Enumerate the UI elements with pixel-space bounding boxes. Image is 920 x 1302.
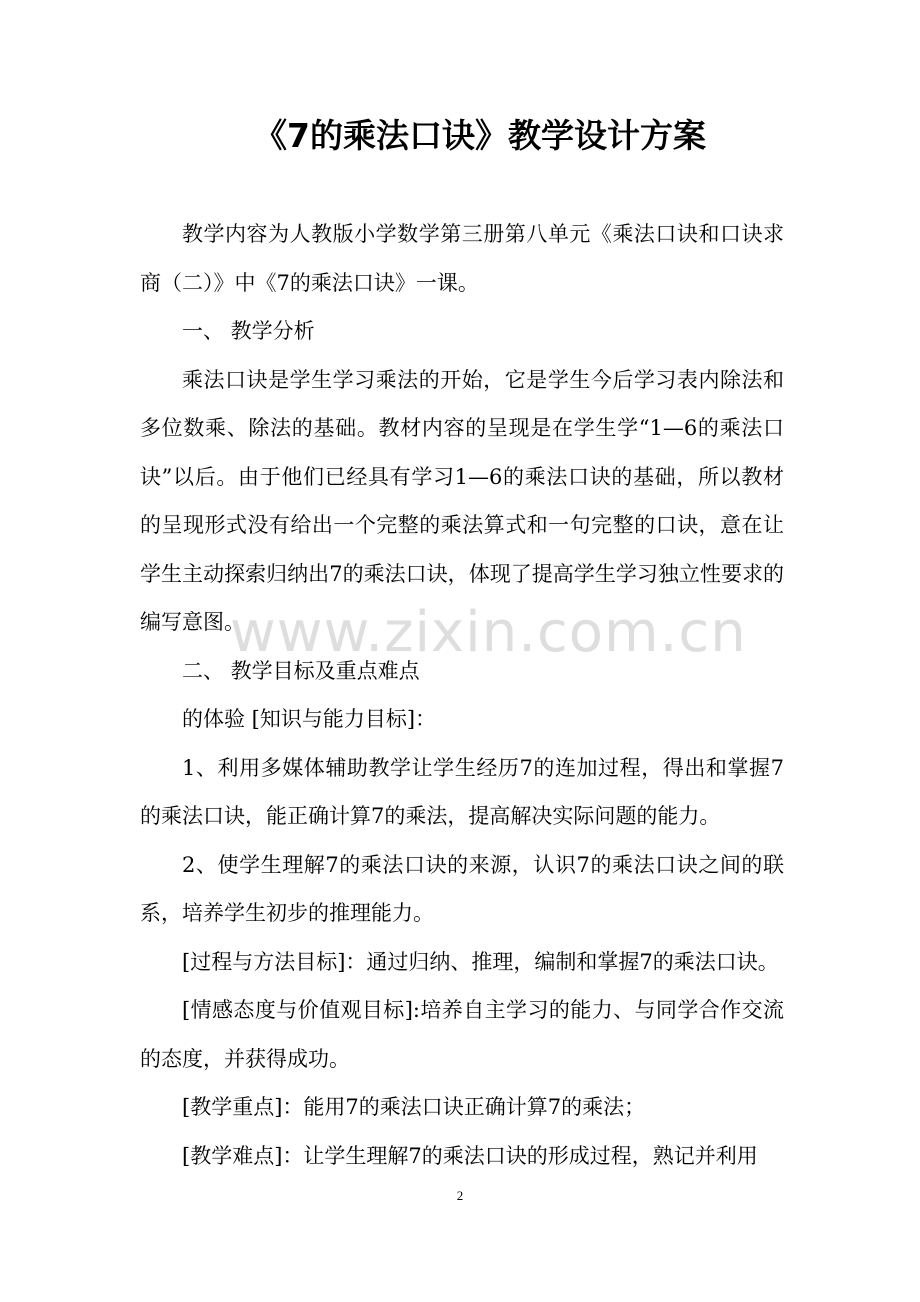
section-heading-goals: 二、 教学目标及重点难点	[182, 658, 420, 683]
paragraph-emotion-goal: [情感态度与价值观目标]:培养自主学习的能力、与同学合作交流的态度，并获得成功。	[140, 998, 784, 1071]
document-body	[140, 210, 784, 1180]
paragraph-knowledge-goal-label: 的体验 [知识与能力目标]：	[182, 707, 437, 731]
paragraph-process-goal: [过程与方法目标]：通过归纳、推理，编制和掌握7的乘法口诀。	[182, 949, 779, 974]
paragraph-goal-1: 1、利用多媒体辅助教学让学生经历7的连加过程，得出和掌握7的乘法口诀，能正确计算7的乘法，提高解决实际问题的能力。	[140, 755, 784, 828]
paragraph-key-point: [教学重点]：能用7的乘法口诀正确计算7的乘法；	[182, 1095, 646, 1119]
paragraph-goal-2: 2、使学生理解7的乘法口诀的来源，认识7的乘法口诀之间的联系，培养学生初步的推理能力。	[140, 852, 784, 925]
watermark: www.zixin.com.cn	[230, 600, 747, 665]
paragraph-difficulty: [教学难点]：让学生理解7的乘法口诀的形成过程，熟记并利用	[182, 1143, 758, 1168]
paragraph-analysis: 乘法口诀是学生学习乘法的开始，它是学生今后学习表内除法和多位数乘、除法的基础。教材内容的呈现是在学生学“1—6的乘法口诀”以后。由于他们已经具有学习1—6的乘法口诀的基础，所以教材的呈现形式没有给出一个完整的乘法算式和一句完整的口诀，意在让学生主动探索归纳出7的乘法口诀，体现了提高学生学习独立性要求的编写意图。	[140, 367, 784, 634]
paragraph-intro: 教学内容为人教版小学数学第三册第八单元《乘法口诀和口诀求商（二）》中《7的乘法口诀》一课。	[140, 222, 784, 295]
page-number: 2	[456, 1188, 464, 1203]
section-heading-analysis: 一、 教学分析	[182, 319, 315, 343]
document-title: 《7的乘法口诀》教学设计方案	[254, 116, 706, 155]
